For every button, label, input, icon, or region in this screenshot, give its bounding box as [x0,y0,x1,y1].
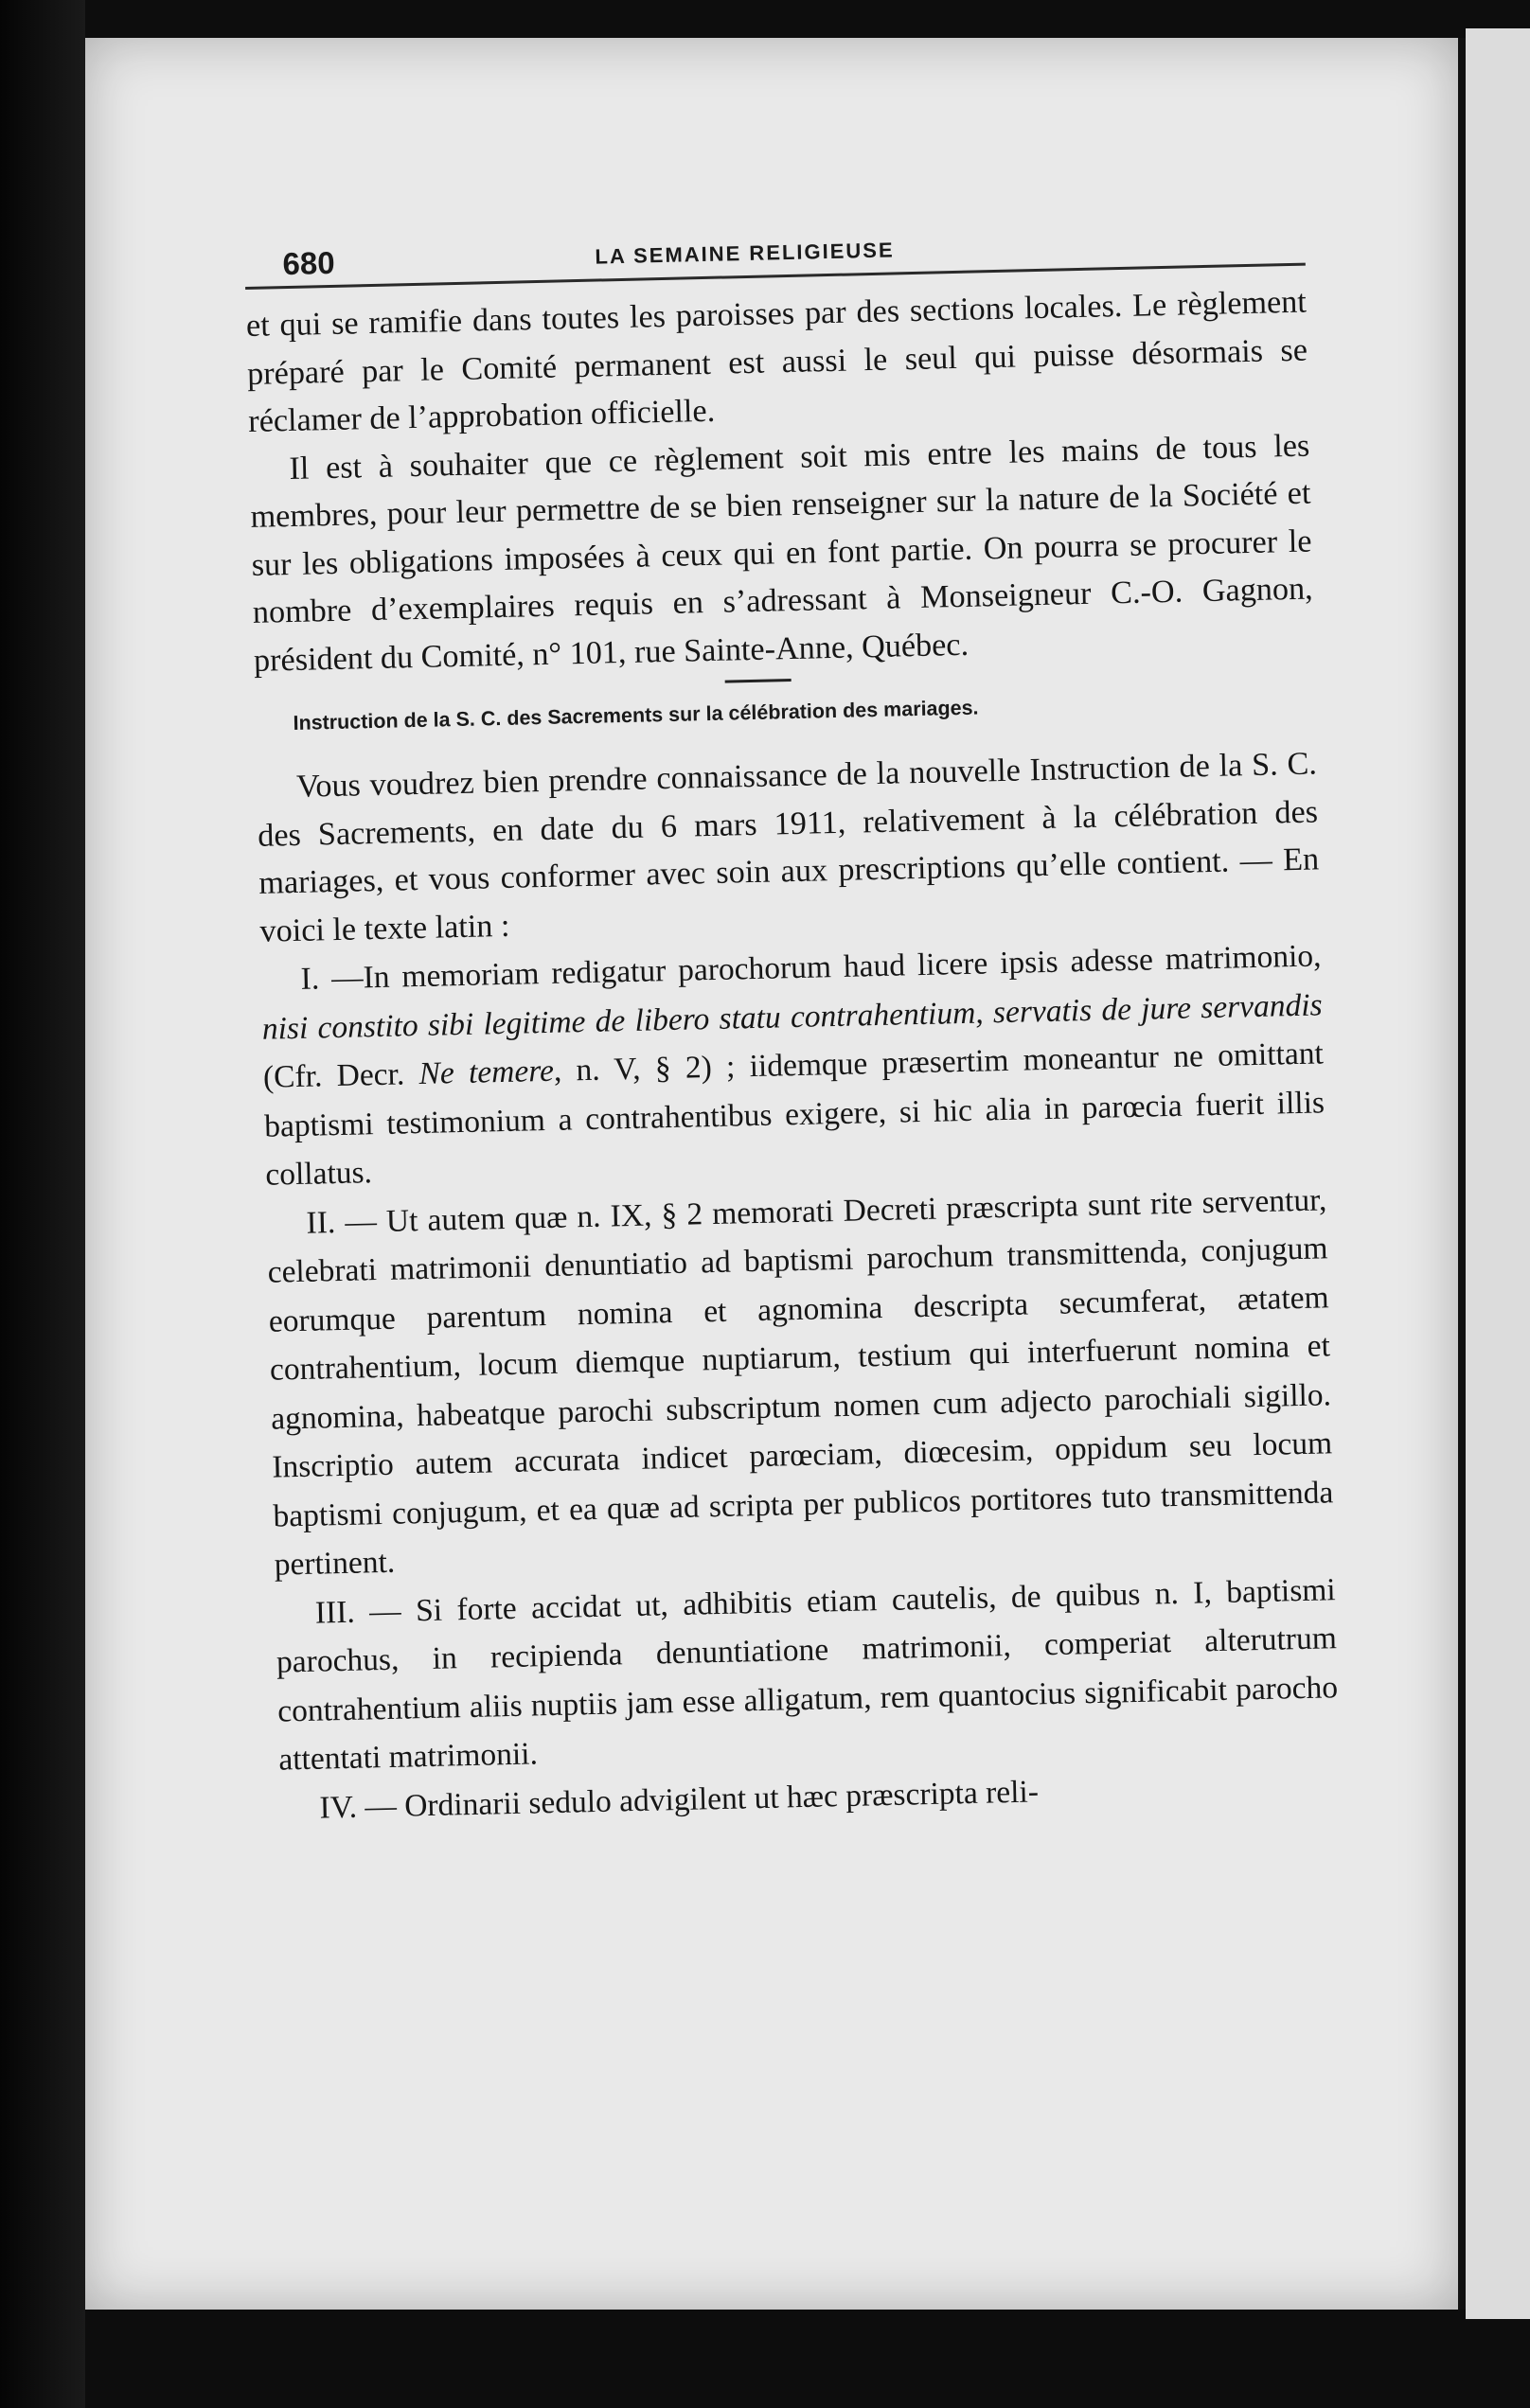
page-number: 680 [282,244,336,282]
scan-dark-border [0,0,85,2408]
instruction-intro: Vous voudrez bien prendre connaissance de la nouvelle Instruction de la S. C. des Sacrements, en date du 6 mars 1911, relativement à la célébration des mariages, et vous conformer avec soin aux prescriptions qu’elle contient. — En voici le texte latin : [257,746,1320,949]
section-heading: Instruction de la S. C. des Sacrements sur la célébration des mariages. [293,696,979,735]
latin-article-1-decree: Ne temere [418,1053,555,1092]
page-content [244,218,1349,2229]
latin-article-2: II. — Ut autem quæ n. IX, § 2 memorati Decreti præscripta sunt rite serventur, celebrati matrimonii denuntiatio ad baptismi parochum transmittenda, conjugum eorumque parentum nomina et agnomina descripta secumferat, ætatem contrahentium, locum diemque nuptiarum, testium qui interfuerunt nomina et agnomina, habeatque parochi subscriptum nomen cum adjecto parochiali sigillo. Inscriptio autem accurata indicet parœciam, diœcesim, oppidum seu locum baptismi conjugum, et ea quæ ad scripta per publicos portitores tuto transmittenda pertinent. [267,1181,1334,1583]
facing-page-edge [1466,28,1530,2319]
paragraph-reglement: Il est à souhaiter que ce règlement soit mis entre les mains de tous les membres, pour leur permettre de se bien renseigner sur la nature de la Société et sur les obligations imposées à ceux qui en font partie. On pourra se procurer le nombre d’exemplaires requis en s’adressant à Monseigneur C.-O. Gagnon, président du Comité, n° 101, rue Sainte-Anne, Québec. [250,428,1314,679]
latin-article-1 [260,931,1326,1199]
latin-text [260,931,1341,1833]
latin-article-1-text: I. —In memoriam redigatur parochorum haud licere ipsis adesse matrimonio, [300,938,1322,997]
paragraph-continuation: et qui se ramifie dans toutes les paroisses par des sections locales. Le règlement préparé par le Comité permanent est aussi le seul qui puisse désormais se réclamer de l’approbation officielle. [245,284,1308,439]
journal-title: LA SEMAINE RELIGIEUSE [595,238,895,269]
latin-article-1-ref: (Cfr. Decr. [262,1056,419,1095]
latin-article-1-end: , n. V, § 2) ; iidemque præsertim moneantur ne omittant baptismi testimonium a contrahentibus exigere, si hic alia in parœcia fuerit illis collatus. [263,1036,1325,1193]
body-text [245,279,1314,685]
latin-article-3: III. — Si forte accidat ut, adhibitis etiam cautelis, de quibus n. I, baptismi parochus, in recipienda denuntiatione matrimonii, comperiat alterutrum contrahentium aliis nuptiis jam esse alligatum, rem quantocius significabit parocho attentati matrimonii. [276,1571,1339,1778]
section-divider [725,679,792,683]
latin-article-1-italic: nisi constito sibi legitime de libero statu contrahentium, servatis de jure servandis [261,986,1324,1047]
latin-article-4: IV. — Ordinarii sedulo advigilent ut hæc præscripta reli- [319,1773,1040,1826]
instruction-intro-block [257,740,1321,955]
